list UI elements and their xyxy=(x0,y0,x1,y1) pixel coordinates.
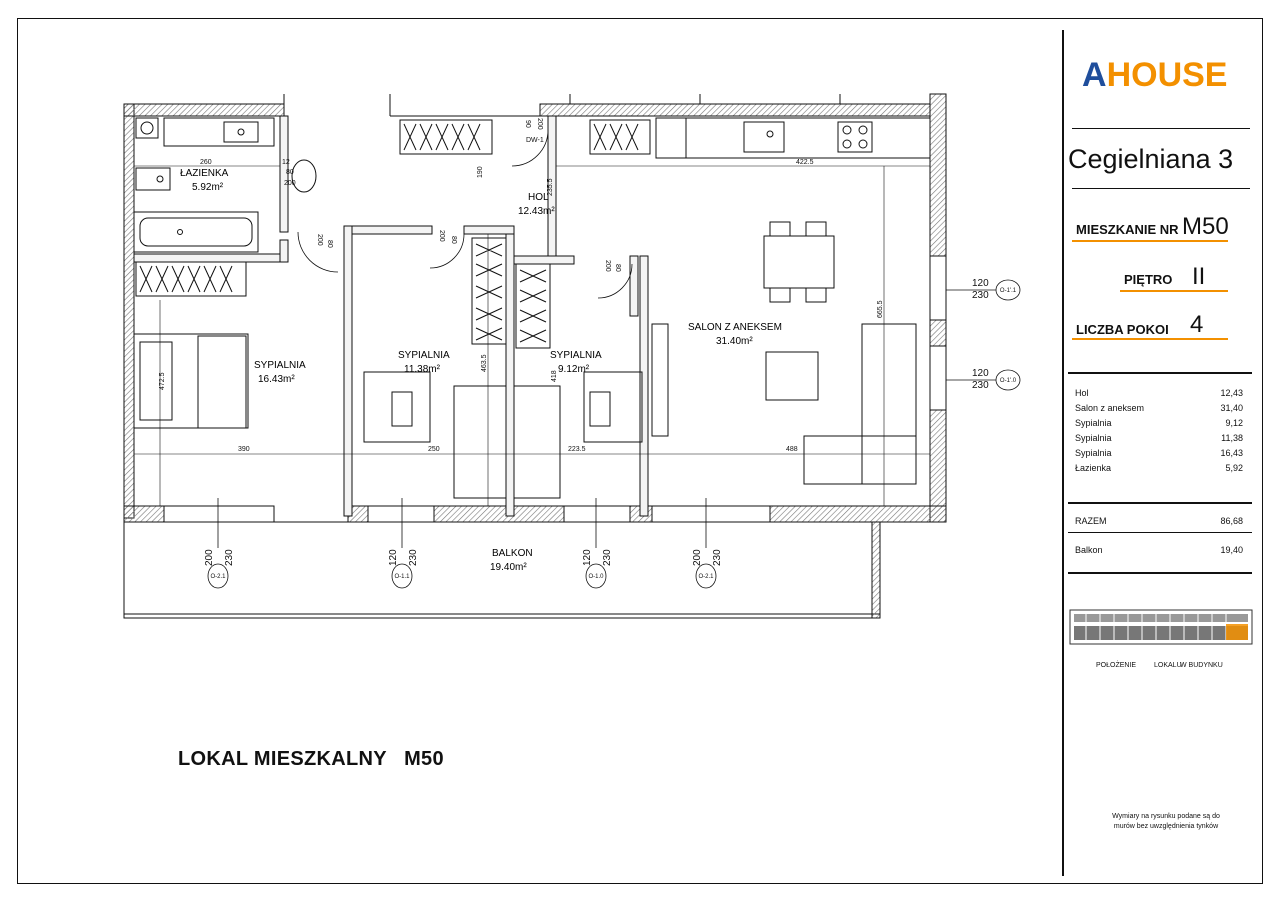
area-row-value: 31,40 xyxy=(1220,403,1243,413)
window-4-tag: O-2.1 xyxy=(698,574,714,580)
address-top-rule xyxy=(1072,128,1250,129)
door-200-syp2: 200 xyxy=(438,230,445,242)
dim-4635: 463.5 xyxy=(481,354,488,372)
area-row-value: 12,43 xyxy=(1220,388,1243,398)
dim-390: 390 xyxy=(238,446,250,453)
area-row-value: 5,92 xyxy=(1225,463,1243,473)
dim-190: 190 xyxy=(477,166,484,178)
dim-4725: 472.5 xyxy=(159,372,166,390)
dim-418: 418 xyxy=(551,370,558,382)
door-80-syp3: 80 xyxy=(614,264,621,272)
window-4-height: 230 xyxy=(712,549,723,566)
area-row-name: Hol xyxy=(1075,388,1089,398)
address-bottom-rule xyxy=(1072,188,1250,189)
logo-text: HOUSE xyxy=(1106,56,1228,94)
apartment-number-value: M50 xyxy=(1182,213,1229,240)
area-row-name: Sypialnia xyxy=(1075,433,1112,443)
rooms-value: 4 xyxy=(1190,311,1204,338)
building-address: Cegielniana 3 xyxy=(1068,144,1234,174)
total-value: 86,68 xyxy=(1220,516,1243,526)
room-label-hol: HOL xyxy=(528,192,549,203)
door-200-syp3: 200 xyxy=(604,260,611,272)
window-2-height: 230 xyxy=(408,549,419,566)
door-90-hol: 90 xyxy=(524,120,531,128)
window-3-width: 120 xyxy=(582,549,593,566)
room-area-salon: 31.40m² xyxy=(716,336,753,347)
area-row-value: 16,43 xyxy=(1220,448,1243,458)
dim-200a: 200 xyxy=(284,180,296,187)
window-4-width: 200 xyxy=(692,549,703,566)
door-200-lazienka: 200 xyxy=(316,234,323,246)
floor-accent-line xyxy=(1120,290,1228,292)
ahouse-logo xyxy=(1082,56,1227,95)
dim-dw: DW-1 xyxy=(526,137,544,144)
dim-2355: 235.5 xyxy=(547,178,554,196)
logo-prefix: A xyxy=(1082,56,1107,94)
window-5-height: 230 xyxy=(972,290,989,301)
area-table-bottom-rule xyxy=(1068,572,1252,574)
window-6-width: 120 xyxy=(972,368,989,379)
location-caption-1: POŁOŻENIE xyxy=(1096,662,1137,669)
window-6-tag: O-1'.0 xyxy=(999,378,1017,384)
door-200-hol: 200 xyxy=(536,118,543,130)
room-area-sypialnia-3: 9.12m² xyxy=(558,364,590,375)
room-label-sypialnia-1: SYPIALNIA xyxy=(254,360,306,371)
room-label-salon: SALON Z ANEKSEM xyxy=(688,322,782,333)
kitchen xyxy=(656,118,930,158)
area-row-name: Salon z aneksem xyxy=(1075,403,1145,413)
dining-table xyxy=(764,222,834,302)
room-area-lazienka: 5.92m² xyxy=(192,182,224,193)
area-total-rule xyxy=(1068,532,1252,533)
dim-4225: 422.5 xyxy=(796,159,814,166)
area-row-name: Sypialnia xyxy=(1075,418,1112,428)
door-80-lazienka: 80 xyxy=(326,240,333,248)
rooms-accent-line xyxy=(1072,338,1228,340)
room-label-sypialnia-3: SYPIALNIA xyxy=(550,350,602,361)
floor-label: PIĘTRO xyxy=(1124,272,1173,287)
info-panel-divider xyxy=(1062,30,1064,876)
dim-2235: 223.5 xyxy=(568,446,586,453)
window-1-height: 230 xyxy=(224,549,235,566)
room-area-sypialnia-1: 16.43m² xyxy=(258,374,295,385)
apartment-number-label: MIESZKANIE NR xyxy=(1076,222,1179,237)
unit-title: LOKAL MIESZKALNY M50 xyxy=(178,748,444,770)
dimensions-note-line2: murów bez uwzględnienia tynków xyxy=(1113,823,1219,830)
floor-value: II xyxy=(1192,263,1206,290)
room-area-hol: 12.43m² xyxy=(518,206,555,217)
room-label-lazienka: ŁAZIENKA xyxy=(180,168,229,179)
window-1-tag: O-2.1 xyxy=(210,574,226,580)
dimensions-note-line1: Wymiary na rysunku podane są do xyxy=(1112,813,1220,820)
window-5-width: 120 xyxy=(972,278,989,289)
living-furniture xyxy=(652,324,916,484)
balcony-value: 19,40 xyxy=(1220,545,1243,555)
area-table-mid-rule xyxy=(1068,502,1252,504)
apartment-accent-line xyxy=(1072,240,1228,242)
area-row-value: 11,38 xyxy=(1221,433,1243,443)
room-area-sypialnia-2: 11.38m² xyxy=(404,364,440,375)
dim-488: 488 xyxy=(786,446,798,453)
dim-6655: 665.5 xyxy=(877,300,884,318)
location-caption-2: LOKALU xyxy=(1154,662,1182,669)
location-caption-3: W BUDYNKU xyxy=(1180,662,1223,669)
area-row-value: 9,12 xyxy=(1225,418,1243,428)
window-5-tag: O-1'.1 xyxy=(999,288,1017,294)
window-3-tag: O-1.0 xyxy=(588,574,604,580)
room-area-balkon: 19.40m² xyxy=(490,562,527,573)
dim-12: 12 xyxy=(282,159,290,166)
rooms-label: LICZBA POKOI xyxy=(1076,322,1169,337)
unit-highlight xyxy=(1226,624,1248,640)
window-2-width: 120 xyxy=(388,549,399,566)
dim-80a: 80 xyxy=(286,169,294,176)
area-row-name: Łazienka xyxy=(1075,463,1112,473)
frame-right-border xyxy=(1262,18,1263,884)
room-label-balkon: BALKON xyxy=(492,548,533,559)
balcony-label: Balkon xyxy=(1075,545,1103,555)
room-label-sypialnia-2: SYPIALNIA xyxy=(398,350,450,361)
window-2-tag: O-1.1 xyxy=(394,574,410,580)
frame-bottom-border xyxy=(17,883,1262,884)
dim-250: 250 xyxy=(428,446,440,453)
window-6-height: 230 xyxy=(972,380,989,391)
area-table-top-rule xyxy=(1068,372,1252,374)
dim-260: 260 xyxy=(200,159,212,166)
window-1-width: 200 xyxy=(204,549,215,566)
total-label: RAZEM xyxy=(1075,516,1107,526)
window-symbols xyxy=(208,280,1020,588)
building-location-minimap xyxy=(1066,604,1256,650)
dimensions-note xyxy=(1096,812,1236,832)
area-row-name: Sypialnia xyxy=(1075,448,1112,458)
door-80-syp2: 80 xyxy=(450,236,457,244)
window-3-height: 230 xyxy=(602,549,613,566)
